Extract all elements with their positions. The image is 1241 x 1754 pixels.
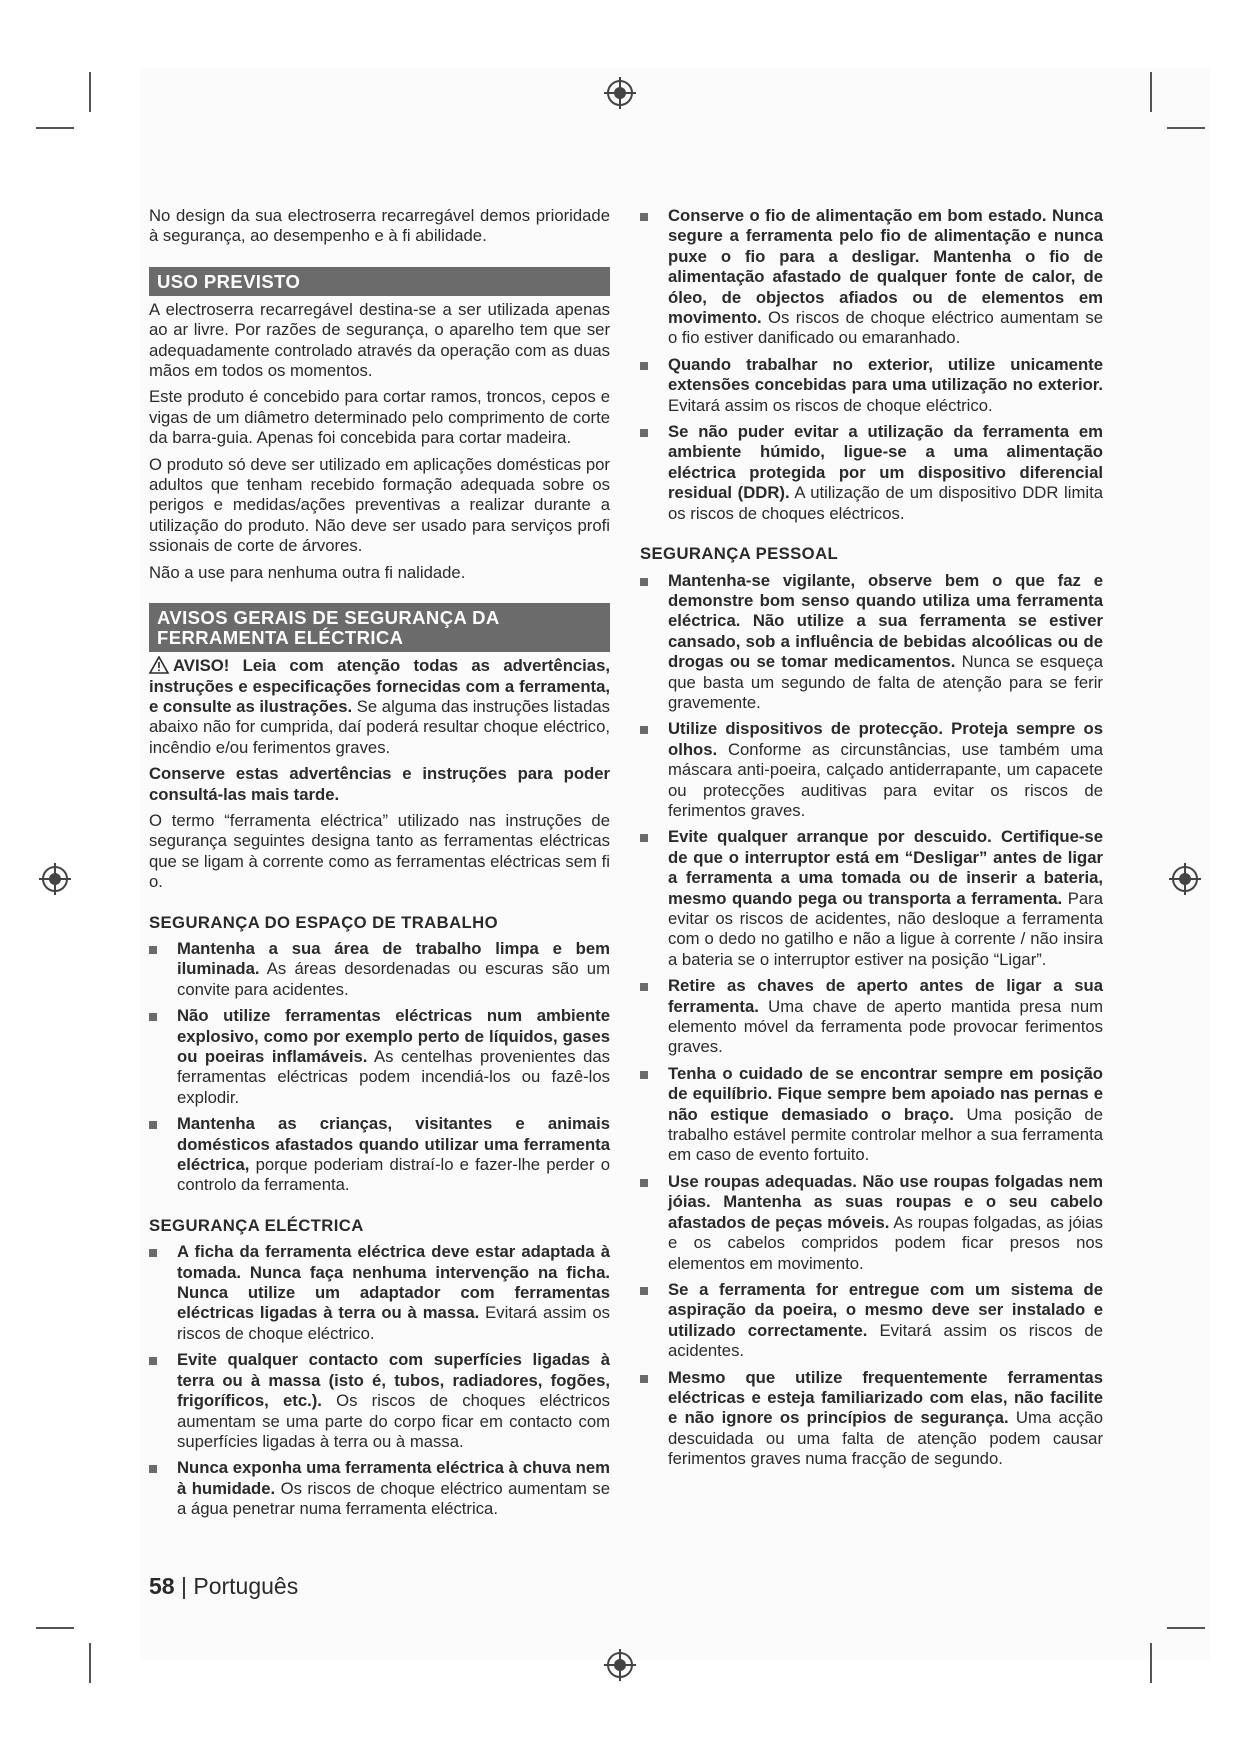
intro-paragraph: No design da sua electroserra recarregável demos prioridade à segurança, ao desempenho e à fi abilidade. (149, 206, 610, 246)
aviso-normal-text: Se alguma das instruções listadas abaixo não for cumprida, daí poderá resultar choque eléctrico, incêndio e/ou ferimentos graves. (149, 696, 610, 757)
list-item-bold: Evite qualquer arranque por descuido. Certifique-se de que o interruptor está em “Desligar” antes de ligar a ferramenta a uma tomada ou de inserir a bateria, mesmo quando pega ou transporta a ferramenta. (668, 827, 1103, 908)
list-item (640, 827, 1103, 970)
subheading-espaco-trabalho: SEGURANÇA DO ESPAÇO DE TRABALHO (149, 912, 498, 932)
bullet-square-icon (149, 1357, 157, 1365)
subheading-seguranca-eletrica: SEGURANÇA ELÉCTRICA (149, 1215, 364, 1235)
bullet-square-icon (640, 1179, 648, 1187)
eletrica-list-right (640, 206, 1103, 524)
avisos-title-line-1: AVISOS GERAIS DE SEGURANÇA DA (157, 607, 500, 629)
list-item-text: As centelhas provenientes das ferramentas eléctricas podem incendiá-los ou fazê-los explodir. (177, 1047, 610, 1107)
list-item-bold: Se não puder evitar a utilização da ferramenta em ambiente húmido, ligue-se a uma alimentação eléctrica protegida por um dispositivo diferencial residual (DDR). (668, 422, 1103, 503)
list-item (640, 1064, 1103, 1166)
bullet-square-icon (640, 1375, 648, 1383)
list-item-bold: Não utilize ferramentas eléctricas num ambiente explosivo, como por exemplo perto de líquidos, gases ou poeiras inflamáveis. (177, 1006, 610, 1066)
list-item (149, 1114, 610, 1196)
list-item-bold: Conserve o fio de alimentação em bom estado. Nunca segure a ferramenta pelo fio de alimentação e nunca puxe o fio para a desligar. Mantenha o fio de alimentação afastado de qualquer fonte de calor, de óleo, de objectos afiados ou de elementos em movimento. (668, 206, 1103, 328)
page-footer (149, 1573, 298, 1600)
list-item-bold: Mesmo que utilize frequentemente ferramentas eléctricas e esteja familiarizado com elas, não facilite e não ignore os princípios de segurança. (668, 1367, 1103, 1428)
section-heading-avisos (149, 603, 610, 652)
crop-mark-top-left-v (89, 72, 91, 112)
registration-mark-icon (38, 862, 72, 896)
right-column (640, 206, 1103, 1476)
list-item (149, 1006, 610, 1108)
list-item-bold: Quando trabalhar no exterior, utilize unicamente extensões concebidas para uma utilização no exterior. (668, 354, 1103, 395)
list-item-text: porque poderiam distraí-lo e fazer-lhe perder o controlo da ferramenta. (177, 1155, 610, 1195)
crop-mark-top-right-v (1150, 72, 1152, 112)
bullet-square-icon (640, 578, 648, 586)
eletrica-list-left (149, 1242, 610, 1519)
list-item-text: Para evitar os riscos de acidentes, não desloque a ferramenta com o dedo no gatilho e não a ligue à corrente / não insira a bateria se o interruptor estiver na posição “Ligar”. (668, 888, 1103, 969)
list-item-text: Evitará assim os riscos de choque eléctrico. (177, 1303, 610, 1343)
list-item-text: Evitará assim os riscos de acidentes. (668, 1320, 1103, 1361)
footer-language: Português (193, 1573, 299, 1599)
list-item-text: Os riscos de choque eléctrico aumentam se a água penetrar numa ferramenta eléctrica. (177, 1478, 610, 1519)
bullet-square-icon (640, 362, 648, 370)
page-number: 58 (149, 1573, 175, 1599)
list-item-text: Os riscos de choque eléctrico aumentam se o fio estiver danificado ou emaranhado. (668, 308, 1103, 348)
avisos-title-line-2: FERRAMENTA ELÉCTRICA (157, 627, 404, 649)
list-item (149, 1242, 610, 1344)
list-item-bold: Mantenha as crianças, visitantes e animais domésticos afastados quando utilizar uma ferramenta eléctrica, (177, 1114, 610, 1175)
crop-mark-bottom-right-h (1167, 1627, 1205, 1629)
crop-mark-top-right-h (1167, 127, 1205, 129)
list-item-bold: Se a ferramenta for entregue com um sistema de aspiração da poeira, o mesmo deve ser instalado e utilizado correctamente. (668, 1279, 1103, 1340)
bullet-square-icon (640, 1071, 648, 1079)
bullet-square-icon (149, 1121, 157, 1129)
list-item (640, 422, 1103, 524)
left-column (149, 206, 610, 1526)
list-item-bold: A ficha da ferramenta eléctrica deve estar adaptada à tomada. Nunca faça nenhuma intervenção na ficha. Nunca utilize um adaptador com ferramentas eléctricas ligadas à terra ou à massa. (177, 1242, 610, 1323)
pessoal-list (640, 571, 1103, 1470)
list-item (640, 719, 1103, 821)
bullet-square-icon (640, 429, 648, 437)
list-item-text: Uma posição de trabalho estável permite controlar melhor a sua ferramenta em caso de evento fortuito. (668, 1104, 1103, 1165)
list-item-text: Uma acção descuidada ou uma falta de atenção podem causar ferimentos graves numa fracção de segundo. (668, 1408, 1103, 1469)
list-item-bold: Mantenha a sua área de trabalho limpa e bem iluminada. (177, 938, 610, 979)
uso-paragraph-3: O produto só deve ser utilizado em aplicações domésticas por adultos que tenham recebido formação adequada sobre os perigos e medidas/ações preventivas a realizar durante a utilização do produto. Não deve ser usado para serviços profi ssionais de corte de árvores. (149, 454, 610, 556)
footer-separator: | (174, 1573, 194, 1599)
list-item-text: Os riscos de choques eléctricos aumentam se uma parte do corpo ficar em contacto com superfícies ligadas à terra ou à massa. (177, 1391, 611, 1451)
crop-mark-bottom-left-v (89, 1643, 91, 1683)
registration-mark-icon (1168, 862, 1202, 896)
bullet-square-icon (640, 834, 648, 842)
list-item-text: Conforme as circunstâncias, use também uma máscara anti-poeira, calçado antiderrapante, um capacete ou protecções auditivas para evitar os riscos de ferimentos graves. (668, 739, 1103, 820)
uso-paragraph-1: A electroserra recarregável destina-se a ser utilizada apenas ao ar livre. Por razões de segurança, o aparelho tem que ser adequadamente controlado através da operação com as duas mãos em todos os momentos. (149, 299, 610, 381)
list-item-bold: Utilize dispositivos de protecção. Proteja sempre os olhos. (668, 719, 1103, 759)
bullet-square-icon (149, 1465, 157, 1473)
list-item (640, 1172, 1103, 1274)
conserve-bold-text: Conserve estas advertências e instruções para poder consultá-las mais tarde. (149, 764, 610, 804)
subheading-seguranca-pessoal: SEGURANÇA PESSOAL (640, 544, 839, 564)
list-item-text: As áreas desordenadas ou escuras são um convite para acidentes. (177, 959, 610, 999)
section-heading-uso-previsto: USO PREVISTO (149, 267, 610, 296)
termo-paragraph: O termo “ferramenta eléctrica” utilizado nas instruções de segurança seguintes designa tanto as ferramentas eléctricas que se ligam à corrente como as ferramentas eléctricas sem fi o. (149, 810, 610, 892)
list-item-bold: Use roupas adequadas. Não use roupas folgadas nem jóias. Mantenha as suas roupas e o seu cabelo afastados de peças móveis. (668, 1171, 1103, 1232)
bullet-square-icon (149, 1013, 157, 1021)
list-item-text: Uma chave de aperto mantida presa num elemento móvel da ferramenta pode provocar ferimentos graves. (668, 996, 1103, 1057)
bullet-square-icon (640, 726, 648, 734)
crop-mark-bottom-right-v (1150, 1643, 1152, 1683)
list-item (640, 1368, 1103, 1470)
crop-mark-top-left-h (36, 127, 74, 129)
registration-mark-icon (603, 76, 637, 110)
uso-paragraph-4: Não a use para nenhuma outra fi nalidade. (149, 562, 466, 582)
conserve-paragraph (149, 764, 610, 805)
bullet-square-icon (149, 946, 157, 954)
list-item (640, 206, 1103, 349)
list-item (640, 976, 1103, 1058)
warning-triangle-icon (149, 656, 169, 674)
bullet-square-icon (640, 983, 648, 991)
aviso-bold-text: AVISO! Leia com atenção todas as advertências, instruções e especificações fornecidas com a ferramenta, e consulte as ilustrações. (149, 656, 610, 716)
list-item (149, 939, 610, 1000)
registration-mark-icon (603, 1648, 637, 1682)
uso-paragraph-2: Este produto é concebido para cortar ramos, troncos, cepos e vigas de um diâmetro determinado pelo comprimento de corte da barra-guia. Apenas foi concebida para cortar madeira. (149, 387, 610, 448)
list-item-text: Evitará assim os riscos de choque eléctrico. (668, 395, 993, 415)
list-item (640, 571, 1103, 714)
list-item-text: A utilização de um dispositivo DDR limita os riscos de choques eléctricos. (668, 483, 1103, 523)
aviso-paragraph (149, 656, 610, 758)
bullet-square-icon (149, 1249, 157, 1257)
list-item-text: As roupas folgadas, as jóias e os cabelos compridos podem ficar presos nos elementos em movimento. (668, 1212, 1103, 1273)
bullet-square-icon (640, 1287, 648, 1295)
list-item (149, 1458, 610, 1519)
list-item-bold: Tenha o cuidado de se encontrar sempre em posição de equilíbrio. Fique sempre bem apoiado nas pernas e não estique demasiado o braço. (668, 1063, 1103, 1124)
list-item-bold: Mantenha-se vigilante, observe bem o que faz e demonstre bom senso quando utiliza uma ferramenta eléctrica. Não utilize a sua ferramenta se estiver cansado, sob a influência de bebidas alcoólicas ou de drogas ou se tomar medicamentos. (668, 570, 1103, 672)
list-item (640, 355, 1103, 416)
list-item-bold: Evite qualquer contacto com superfícies ligadas à terra ou à massa (isto é, tubos, radiadores, fogões, frigoríficos, etc.). (177, 1350, 610, 1411)
list-item-bold: Retire as chaves de aperto antes de ligar a sua ferramenta. (668, 976, 1103, 1016)
crop-mark-bottom-left-h (36, 1627, 74, 1629)
list-item-text: Nunca se esqueça que basta um segundo de falta de atenção para se ferir gravemente. (668, 652, 1103, 712)
list-item-bold: Nunca exponha uma ferramenta eléctrica à chuva nem à humidade. (177, 1458, 610, 1498)
list-item (149, 1350, 610, 1452)
espaco-list (149, 939, 610, 1196)
bullet-square-icon (640, 213, 648, 221)
list-item (640, 1280, 1103, 1362)
